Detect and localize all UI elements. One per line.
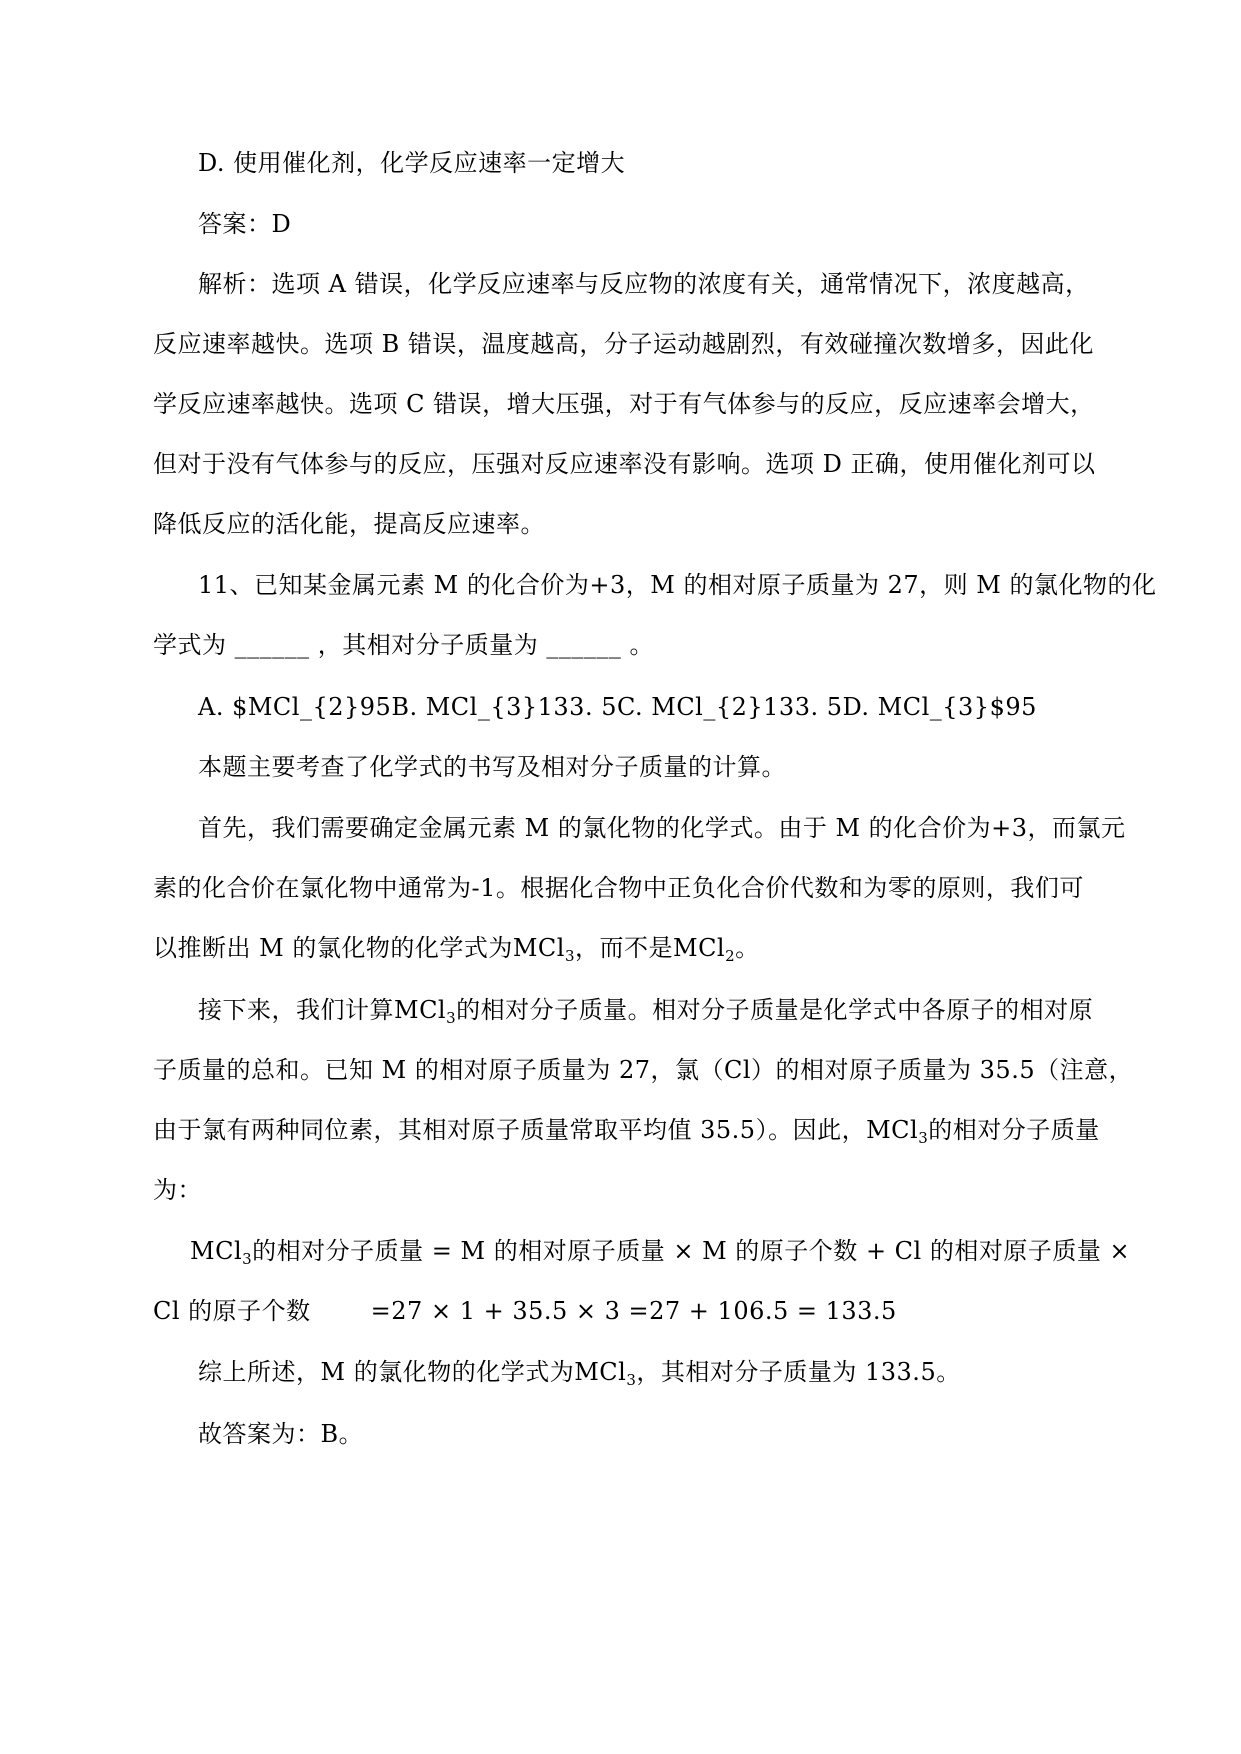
summary-text: ，其相对分子质量为 133.5。 (636, 1358, 961, 1386)
para1-text: ，而不是MCl (575, 934, 726, 962)
subscript: 3 (626, 1371, 637, 1389)
subscript: 3 (918, 1129, 929, 1147)
analysis-line: 降低反应的活化能，提高反应速率。 (153, 510, 545, 538)
para2-line: 子质量的总和。已知 M 的相对原子质量为 27，氯（Cl）的相对原子质量为 35.5（注意， (153, 1056, 1134, 1084)
analysis-line: 学反应速率越快。选项 C 错误，增大压强，对于有气体参与的反应，反应速率会增大， (153, 390, 1095, 418)
summary-line (198, 1357, 1138, 1387)
subscript: 3 (564, 947, 575, 965)
subscript: 3 (446, 1009, 457, 1027)
formula-text: 的相对分子质量 = M 的相对原子质量 × M 的原子个数 + Cl 的相对原子质量 × (252, 1237, 1131, 1265)
subscript: 2 (725, 947, 736, 965)
analysis-line: 解析：选项 A 错误，化学反应速率与反应物的浓度有关，通常情况下，浓度越高， (198, 270, 1090, 298)
para2-line (198, 995, 1138, 1025)
formula-line (190, 1236, 1131, 1268)
formula-text: Cl 的原子个数 (153, 1297, 311, 1325)
option-d-text: D. 使用催化剂，化学反应速率一定增大 (198, 149, 626, 177)
para2-text: 由于氯有两种同位素，其相对原子质量常取平均值 35.5）。因此，MCl (153, 1116, 919, 1144)
para2-text: 接下来，我们计算MCl (198, 996, 447, 1024)
answer-text: 答案：D (198, 210, 292, 238)
para1-line: 素的化合价在氯化物中通常为-1。根据化合物中正负化合价代数和为零的原则，我们可 (153, 874, 1084, 902)
analysis-line: 但对于没有气体参与的反应，压强对反应速率没有影响。选项 D 正确，使用催化剂可以 (153, 450, 1096, 478)
question-stem-line: 11、已知某金属元素 M 的化合价为+3，M 的相对原子质量为 27，则 M 的氯化物的化 (198, 571, 1157, 599)
para2-text: 的相对分子质量。相对分子质量是化学式中各原子的相对原 (456, 996, 1094, 1024)
subscript: 3 (242, 1250, 253, 1268)
para1-text: 。 (735, 934, 760, 962)
analysis-line: 反应速率越快。选项 B 错误，温度越高，分子运动越剧烈，有效碰撞次数增多，因此化 (153, 330, 1094, 358)
question-options: A. $MCl_{2}95B. MCl_{3}133. 5C. MCl_{2}133. 5D. MCl_{3}$95 (198, 693, 1037, 721)
para1-text: 以推断出 M 的氯化物的化学式为MCl (153, 934, 565, 962)
para1-line (153, 933, 1093, 963)
para1-line: 首先，我们需要确定金属元素 M 的氯化物的化学式。由于 M 的化合价为+3，而氯元 (198, 814, 1126, 842)
formula-text: =27 × 1 + 35.5 × 3 =27 + 106.5 = 133.5 (370, 1297, 897, 1325)
para2-line: 为： (153, 1176, 202, 1204)
intro-text: 本题主要考查了化学式的书写及相对分子质量的计算。 (198, 753, 786, 781)
formula-text: MCl (190, 1237, 243, 1265)
final-answer: 故答案为：B。 (198, 1420, 364, 1448)
summary-text: 综上所述，M 的氯化物的化学式为MCl (198, 1358, 627, 1386)
para2-line (153, 1115, 1100, 1147)
question-stem-line: 学式为 ______ ，其相对分子质量为 ______ 。 (153, 631, 655, 659)
para2-text: 的相对分子质量 (928, 1116, 1100, 1144)
formula-line (153, 1296, 1093, 1326)
